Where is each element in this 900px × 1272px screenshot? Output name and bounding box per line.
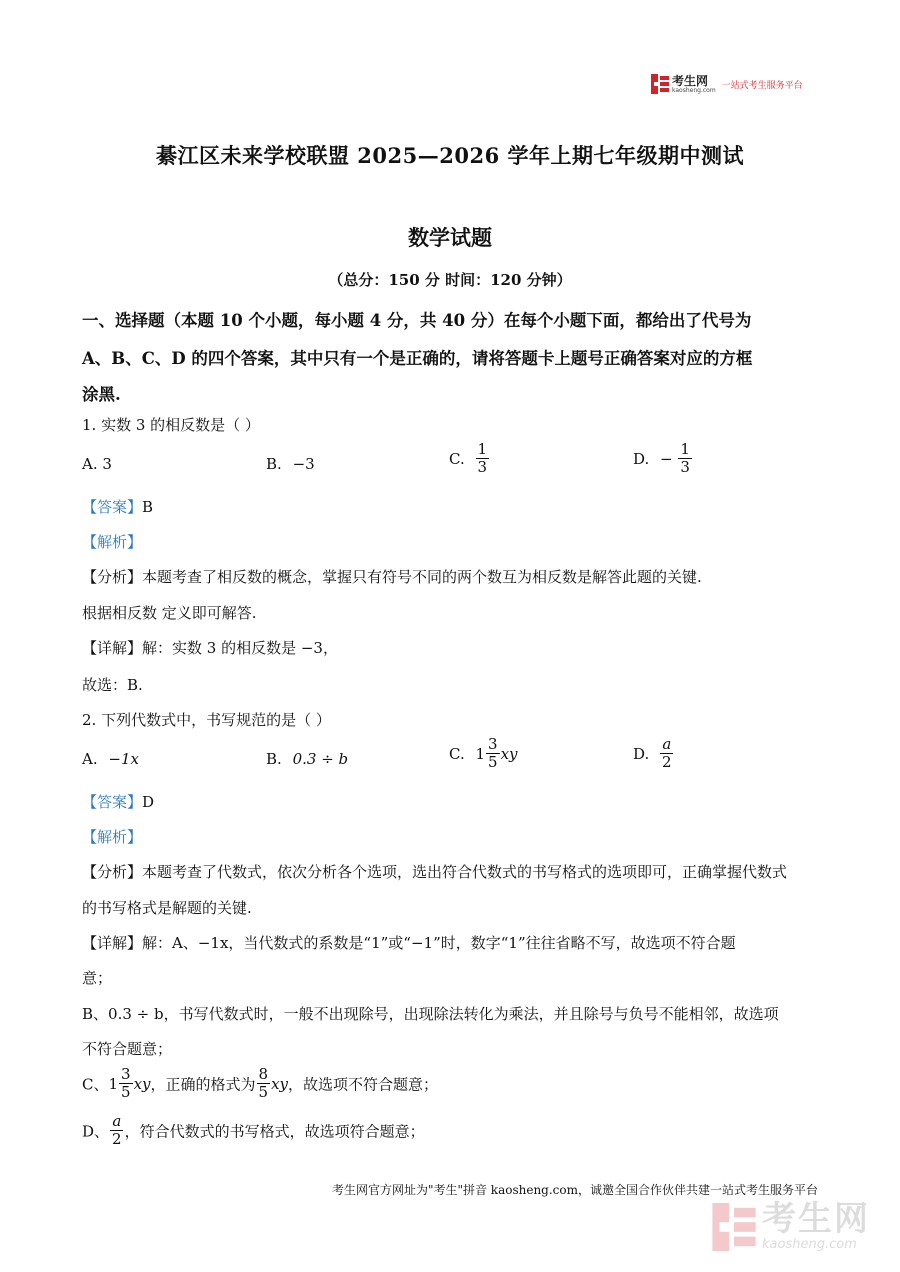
q1-option-d-label: D. [633,449,650,468]
q2-analysis-tag: 【解析】 [82,828,143,846]
detail-d-prefix: D、 [82,1122,110,1141]
q2-detail-a-line1: 【详解】解：A、−1x，当代数式的系数是“1”或“−1”时，数字“1”往往省略不写，故选项不符合题 [82,934,736,952]
fraction-numerator: 3 [121,1065,131,1083]
q1-option-b-label: B. [266,455,282,473]
header-logo [651,73,803,95]
q2-option-d-fraction [660,736,674,772]
fraction-numerator: 8 [258,1065,269,1083]
q2-option-a [82,750,139,768]
q1-option-c-fraction [476,441,490,477]
watermark-name: 考生网 [762,1199,870,1239]
q2-stem: 2. 下列代数式中，书写规范的是（ ） [82,711,331,729]
section-heading-line1: 一、选择题（本题 10 个小题，每小题 4 分，共 40 分）在每个小题下面，都给出了代号为 [82,311,752,330]
section-heading-line3: 涂黑. [82,385,121,404]
q2-detail-b-line1: B、0.3 ÷ b，书写代数式时，一般不出现除号，出现除法转化为乘法，并且除号与负号不能相邻，故选项 [82,1005,779,1023]
fraction-denominator: 2 [662,753,672,772]
q2-detail-a-line2: 意； [82,969,113,987]
fraction-denominator: 5 [488,753,498,772]
q1-detail: 【详解】解：实数 3 的相反数是 −3， [82,639,338,657]
variable-term: xy [271,1074,289,1093]
q2-option-a-value: −1x [108,750,139,768]
q1-option-c [449,441,490,477]
q2-option-d-label: D. [633,744,650,763]
footer-text: 考生网官方网址为"考生"拼音 kaosheng.com，诚邀全国合作伙伴共建一站式考生服务平台 [331,1183,818,1197]
fraction-numerator: 1 [477,440,488,458]
variable-term: xy [500,744,518,763]
fraction-denominator: 2 [112,1130,122,1149]
mixed-number-whole: 1 [475,744,486,763]
exam-subject: 数学试题 [408,225,492,250]
q1-option-a: A. 3 [82,455,112,473]
q1-analysis-line1: 【分析】本题考查了相反数的概念，掌握只有符号不同的两个数互为相反数是解答此题的关键. [82,568,702,586]
fraction-numerator: a [112,1112,122,1130]
q2-analysis-line1: 【分析】本题考查了代数式，依次分析各个选项，选出符合代数式的书写格式的选项即可，正确掌握代数式 [82,863,788,881]
q2-detail-c [82,1066,438,1102]
detail-c-middle-text: ，正确的格式为 [150,1075,256,1094]
q1-answer [82,496,153,517]
logo-domain: kaosheng.com [672,86,716,94]
detail-d-fraction [110,1113,124,1149]
detail-c-end-text: ，故选项不符合题意； [288,1075,439,1094]
q1-stem: 1. 实数 3 的相反数是（ ） [82,416,260,434]
detail-c-fraction-correct [257,1066,271,1102]
q2-option-c [449,736,518,772]
q1-option-b-value: −3 [292,455,315,473]
q2-option-b-value: 0.3 ÷ b [292,750,349,768]
q1-option-d-fraction [678,441,692,477]
fraction-denominator: 3 [477,458,488,477]
q1-analysis-line2: 根据相反数 定义即可解答. [82,604,257,622]
q2-option-d [633,736,675,772]
logo-slogan: 一站式考生服务平台 [721,80,803,91]
detail-d-end-text: ，符合代数式的书写格式，故选项符合题意； [124,1122,425,1141]
watermark-logo-icon [712,1203,756,1251]
q2-option-c-label: C. [449,744,465,763]
fraction-numerator: 1 [680,440,690,458]
detail-c-fraction [119,1066,133,1102]
answer-tag: 【答案】 [82,498,143,516]
q2-detail-d [82,1113,425,1149]
minus-sign: − [660,449,673,468]
fraction-denominator: 3 [680,458,690,477]
answer-value: D [142,793,155,811]
variable-term: xy [133,1074,151,1093]
fraction-denominator: 5 [121,1083,131,1102]
logo-name: 考生网 [672,73,709,88]
exam-title: 綦江区未来学校联盟 2025—2026 学年上期七年级期中测试 [155,143,744,168]
q2-option-a-label: A. [82,750,98,768]
q2-option-b [266,750,348,768]
q1-option-c-label: C. [449,449,465,468]
q2-option-b-label: B. [266,750,282,768]
q2-detail-b-line2: 不符合题意； [82,1040,173,1058]
q1-analysis-tag: 【解析】 [82,533,143,551]
mixed-number-whole: 1 [108,1074,119,1093]
q2-option-c-fraction [486,736,500,772]
fraction-numerator: a [662,735,672,753]
kaosheng-logo-icon [651,74,669,94]
q2-answer [82,791,154,812]
answer-tag: 【答案】 [82,793,143,811]
score-time-info: （总分：150 分 时间：120 分钟） [328,271,572,289]
q1-choose: 故选：B. [82,676,143,694]
q1-option-d [633,441,693,477]
q2-analysis-line2: 的书写格式是解题的关键. [82,899,252,917]
watermark [712,1199,870,1252]
fraction-denominator: 5 [258,1083,269,1102]
fraction-numerator: 3 [488,735,498,753]
detail-c-prefix: C、 [82,1075,109,1094]
answer-value: B [142,498,154,516]
q1-option-b [266,455,315,473]
watermark-domain: kaosheng.com [762,1237,857,1252]
section-heading-line2: A、B、C、D 的四个答案，其中只有一个是正确的，请将答题卡上题号正确答案对应的方框 [82,349,753,368]
